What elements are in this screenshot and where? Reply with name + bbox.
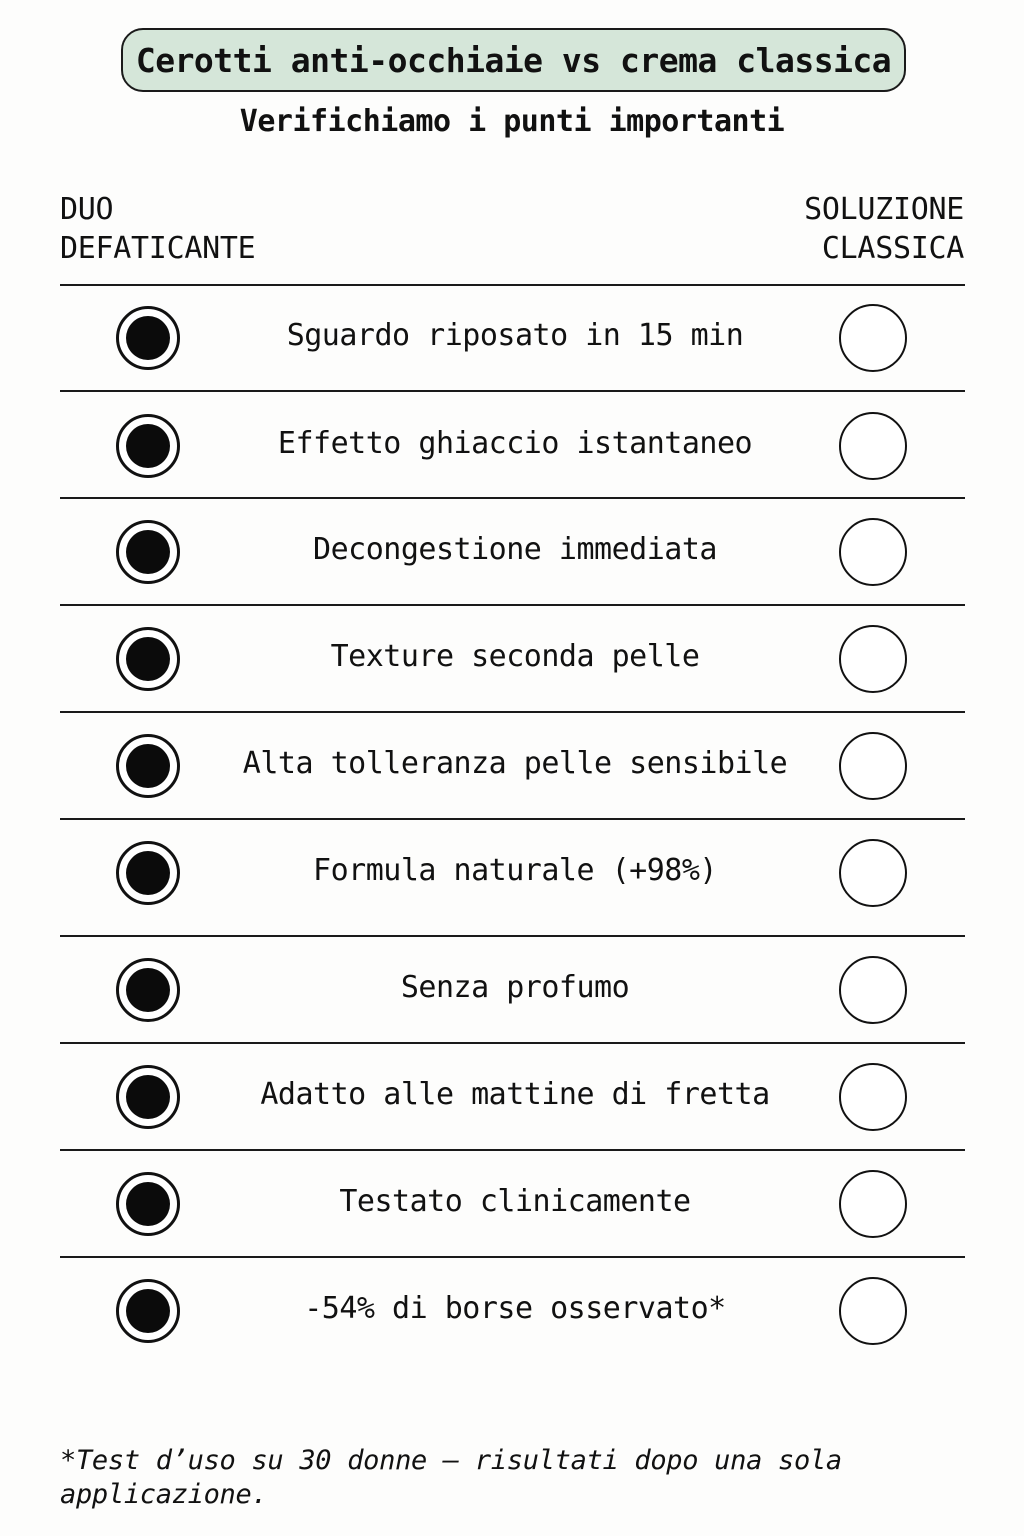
row-label: Texture seconda pelle: [330, 639, 700, 674]
duo-defaticante-radio-icon: [116, 1279, 180, 1343]
table-row: [60, 1063, 965, 1131]
column-header-right-line-2: CLASSICA: [821, 231, 964, 266]
duo-defaticante-radio-icon: [116, 306, 180, 370]
table-row: [60, 1170, 965, 1238]
table-row: [60, 625, 965, 693]
table-divider: [60, 604, 965, 606]
row-label: Testato clinicamente: [339, 1184, 691, 1219]
row-label: Decongestione immediata: [313, 532, 717, 567]
column-header-left-line-1: DUO: [60, 192, 114, 227]
table-row: [60, 518, 965, 586]
table-row: [60, 839, 965, 907]
table-divider: [60, 284, 965, 286]
column-header-soluzione-classica: [804, 190, 964, 268]
page-title: Cerotti anti-occhiaie vs crema classica: [135, 40, 892, 80]
duo-defaticante-radio-icon: [116, 958, 180, 1022]
soluzione-classica-radio-icon: [839, 1277, 907, 1345]
duo-defaticante-radio-icon: [116, 734, 180, 798]
table-row: [60, 412, 965, 480]
soluzione-classica-radio-icon: [839, 625, 907, 693]
table-divider: [60, 1042, 965, 1044]
row-label: Senza profumo: [400, 970, 630, 1005]
row-label: Sguardo riposato in 15 min: [286, 318, 744, 353]
soluzione-classica-radio-icon: [839, 518, 907, 586]
row-label: -54% di borse osservato*: [304, 1291, 726, 1326]
duo-defaticante-radio-icon: [116, 627, 180, 691]
page-subtitle: Verifichiamo i punti importanti: [239, 104, 785, 139]
table-row: [60, 956, 965, 1024]
soluzione-classica-radio-icon: [839, 1170, 907, 1238]
soluzione-classica-radio-icon: [839, 304, 907, 372]
table-divider: [60, 935, 965, 937]
column-header-right-line-1: SOLUZIONE: [804, 192, 964, 227]
duo-defaticante-radio-icon: [116, 414, 180, 478]
column-header-duo-defaticante: [60, 190, 255, 268]
title-banner: [121, 28, 906, 92]
table-row: [60, 732, 965, 800]
soluzione-classica-radio-icon: [839, 732, 907, 800]
row-label: Effetto ghiaccio istantaneo: [277, 426, 753, 461]
table-divider: [60, 818, 965, 820]
table-divider: [60, 1149, 965, 1151]
table-divider: [60, 1256, 965, 1258]
soluzione-classica-radio-icon: [839, 956, 907, 1024]
duo-defaticante-radio-icon: [116, 1172, 180, 1236]
footnote: *Test d’uso su 30 donne – risultati dopo una sola applicazione.: [60, 1445, 842, 1510]
table-row: [60, 304, 965, 372]
row-label: Formula naturale (+98%): [313, 853, 717, 888]
column-header-left-line-2: DEFATICANTE: [60, 231, 256, 266]
row-label: Alta tolleranza pelle sensibile: [242, 746, 788, 781]
duo-defaticante-radio-icon: [116, 841, 180, 905]
table-divider: [60, 497, 965, 499]
duo-defaticante-radio-icon: [116, 520, 180, 584]
soluzione-classica-radio-icon: [839, 412, 907, 480]
duo-defaticante-radio-icon: [116, 1065, 180, 1129]
table-divider: [60, 390, 965, 392]
soluzione-classica-radio-icon: [839, 1063, 907, 1131]
row-label: Adatto alle mattine di fretta: [260, 1077, 770, 1112]
table-row: [60, 1277, 965, 1345]
table-divider: [60, 711, 965, 713]
soluzione-classica-radio-icon: [839, 839, 907, 907]
